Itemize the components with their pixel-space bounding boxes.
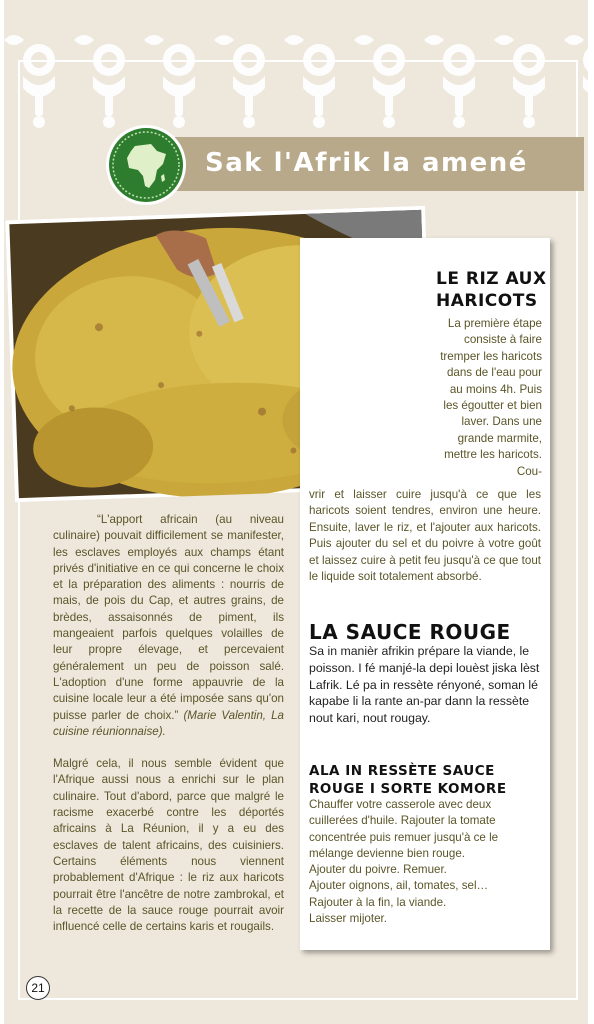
recipe1-title: LE RIZ AUX HARICOTS: [436, 269, 547, 311]
recipe-step: Ajouter oignons, ail, tomates, sel…: [309, 879, 489, 893]
recipe1-text-bottom: vrir et laisser cuire jusqu'à ce que les haricots soient tendres, environ une heure. Ensuite, laver le riz, et l'ajouter aux haricots. Puis ajouter du sel et du poivre à votre goût et laissez cuire à petit feu jusqu'à ce que tout le liquide soit totalement absorbé.: [309, 488, 541, 584]
page-title: Sak l'Afrik la amené: [205, 148, 528, 178]
recipe1-text-top: La première étape consiste à faire tremper les haricots dans de l'eau pour au moins 4h. Puis les égoutter et bien laver. Dans une grande marmite, mettre les haricots. Cou-: [440, 317, 542, 478]
recipe-step: Chauffer votre casserole avec deux cuillerées d'huile. Rajouter la tomate concentrée puis remuer jusqu'à ce le mélange devienne bien rouge.: [309, 798, 499, 860]
recipe2-text: Sa in manièr afrikin prépare la viande, le poisson. I fé manjé-la depi louèst jiska lèst Lafrik. Lé pa in ressète rényoné, soman lé kapabe li la rante an-par dann la ressète nout kari, nout rougay.: [309, 644, 540, 726]
africa-map-emblem-icon: [105, 124, 187, 206]
page-number: 21: [26, 976, 50, 1000]
left-column: [53, 512, 284, 935]
recipe-step: Laisser mijoter.: [309, 912, 387, 926]
quote-text: “L'apport africain (au niveau culinaire) pouvait difficilement se manifester, les esclaves employés aux champs étant privés d'initiative en ce qui concerne le choix et la préparation des aliments : nourris de mais, de pois du Cap, et autres grains, de brèdes, assaisonnés de piment, ils mangeaient parfois quelques volailles de leur propre élevage, et percevaient généralement un peu de poisson salé. L'adoption d'une forme appauvrie de la cuisine locale leur a été imposée sans qu'on puisse parler de choix.”: [53, 513, 284, 722]
recipe2-subtitle: ALA IN RESSÈTE SAUCE ROUGE I SORTE KOMORE: [309, 763, 507, 797]
quote-paragraph: [53, 512, 284, 740]
quote-citation: (Marie Valentin, La cuisine réunionnaise).: [53, 708, 284, 738]
recipe-step: Rajouter à la fin, la viande.: [309, 895, 447, 909]
recipe2-title: LA SAUCE ROUGE: [309, 620, 511, 644]
body-paragraph: Malgré cela, il nous semble évident que l'Afrique aussi nous a enrichi sur le plan culinaire. Tout d'abord, parce que malgré le racisme exacerbé contre les déportés africains à La Réunion, il y a eu des esclaves de talent africains, des cuisiniers. Certains éléments nous viennent probablement d'Afrique : le riz aux haricots pourrait être l'ancêtre de notre zambrokal, et la recette de la sauce rouge pourrait avoir influencé celle de certains karis et rougails.: [53, 757, 284, 934]
recipe2-steps: [309, 797, 541, 927]
recipe-step: Ajouter du poivre. Remuer.: [309, 863, 447, 877]
